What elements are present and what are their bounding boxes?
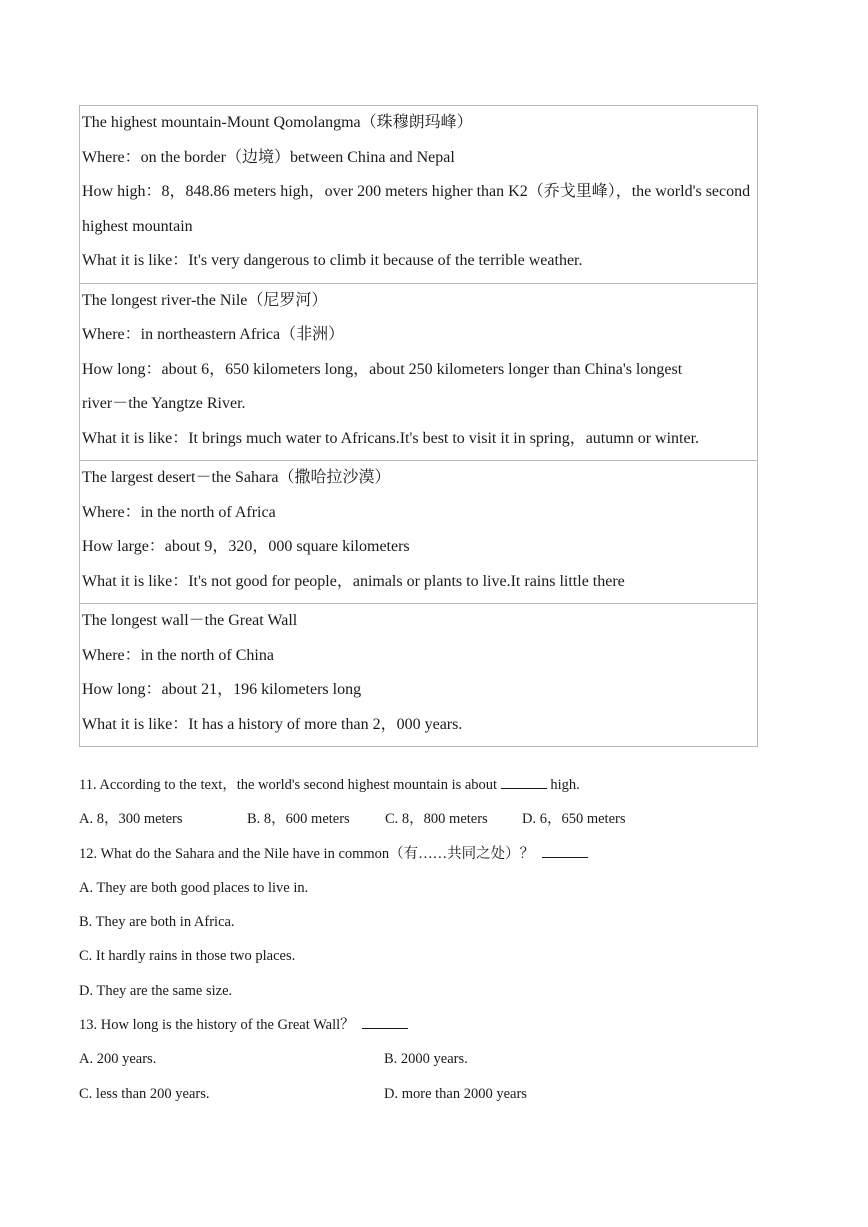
section-desert [80,460,757,603]
section-size: How large：about 9，320，000 square kilometers [82,538,410,555]
info-table [79,105,758,747]
question-12-stem [79,837,779,871]
question-stem-text: 12. What do the Sahara and the Nile have in common（有……共同之处）？ [79,845,535,862]
section-river [80,283,757,461]
option-c[interactable]: C. 8，800 meters [385,811,488,828]
question-12-option-d [79,974,779,1008]
section-like: What it is like：It's very dangerous to climb it because of the terrible weather. [82,252,583,269]
section-title: The longest wall－the Great Wall [82,612,298,629]
question-11-options [79,802,779,836]
section-size-cont: highest mountain [82,217,193,235]
section-like: What it is like：It's not good for people，animals or plants to live.It rains little there [82,572,625,590]
questions [79,768,779,1111]
option-c[interactable]: C. less than 200 years. [79,1085,210,1102]
section-where: Where：in the north of Africa [82,503,276,521]
question-12-option-c [79,939,779,973]
question-12-option-b [79,905,779,939]
section-like: What it is like：It brings much water to Africans.It's best to visit it in spring，autumn or winter. [82,429,700,447]
option-b[interactable]: B. 8，600 meters [247,811,350,828]
option-a[interactable]: A. They are both good places to live in. [79,879,309,896]
option-d[interactable]: D. more than 2000 years [384,1085,527,1102]
question-13-options-row1 [79,1042,779,1076]
option-b[interactable]: B. They are both in Africa. [79,914,235,931]
answer-blank[interactable] [542,843,588,858]
option-a[interactable]: A. 200 years. [79,1051,157,1068]
answer-blank[interactable] [362,1014,408,1029]
section-size: How long：about 21，196 kilometers long [82,681,362,698]
question-12-option-a [79,871,779,905]
question-11-stem [79,768,779,802]
question-stem-tail: high. [550,777,580,793]
section-wall [80,603,757,746]
section-where: Where：in northeastern Africa（非洲） [82,326,345,343]
question-13-options-row2 [79,1077,779,1111]
option-d[interactable]: D. They are the same size. [79,982,233,999]
answer-blank[interactable] [501,774,547,789]
question-stem-text: 11. According to the text，the world's second highest mountain is about [79,777,498,793]
option-d[interactable]: D. 6，650 meters [522,811,626,828]
section-size: How high：8，848.86 meters high，over 200 meters higher than K2（乔戈里峰），the world's second [82,183,751,200]
section-where: Where：in the north of China [82,646,274,664]
section-size: How long：about 6，650 kilometers long，about 250 kilometers longer than China's longest [82,360,683,378]
section-title: The largest desert－the Sahara（撒哈拉沙漠） [82,469,391,486]
section-title: The longest river-the Nile（尼罗河） [82,291,328,309]
question-13-stem [79,1008,779,1042]
section-size-cont: river－the Yangtze River. [82,395,246,412]
option-c[interactable]: C. It hardly rains in those two places. [79,948,296,965]
section-like: What it is like：It has a history of more than 2，000 years. [82,715,463,733]
section-mountain [80,106,757,283]
option-b[interactable]: B. 2000 years. [384,1051,468,1068]
question-stem-text: 13. How long is the history of the Great Wall？ [79,1017,355,1034]
option-a[interactable]: A. 8，300 meters [79,811,183,828]
section-title: The highest mountain-Mount Qomolangma（珠穆朗玛峰） [82,114,473,131]
section-where: Where：on the border（边境）between China and Nepal [82,148,455,166]
